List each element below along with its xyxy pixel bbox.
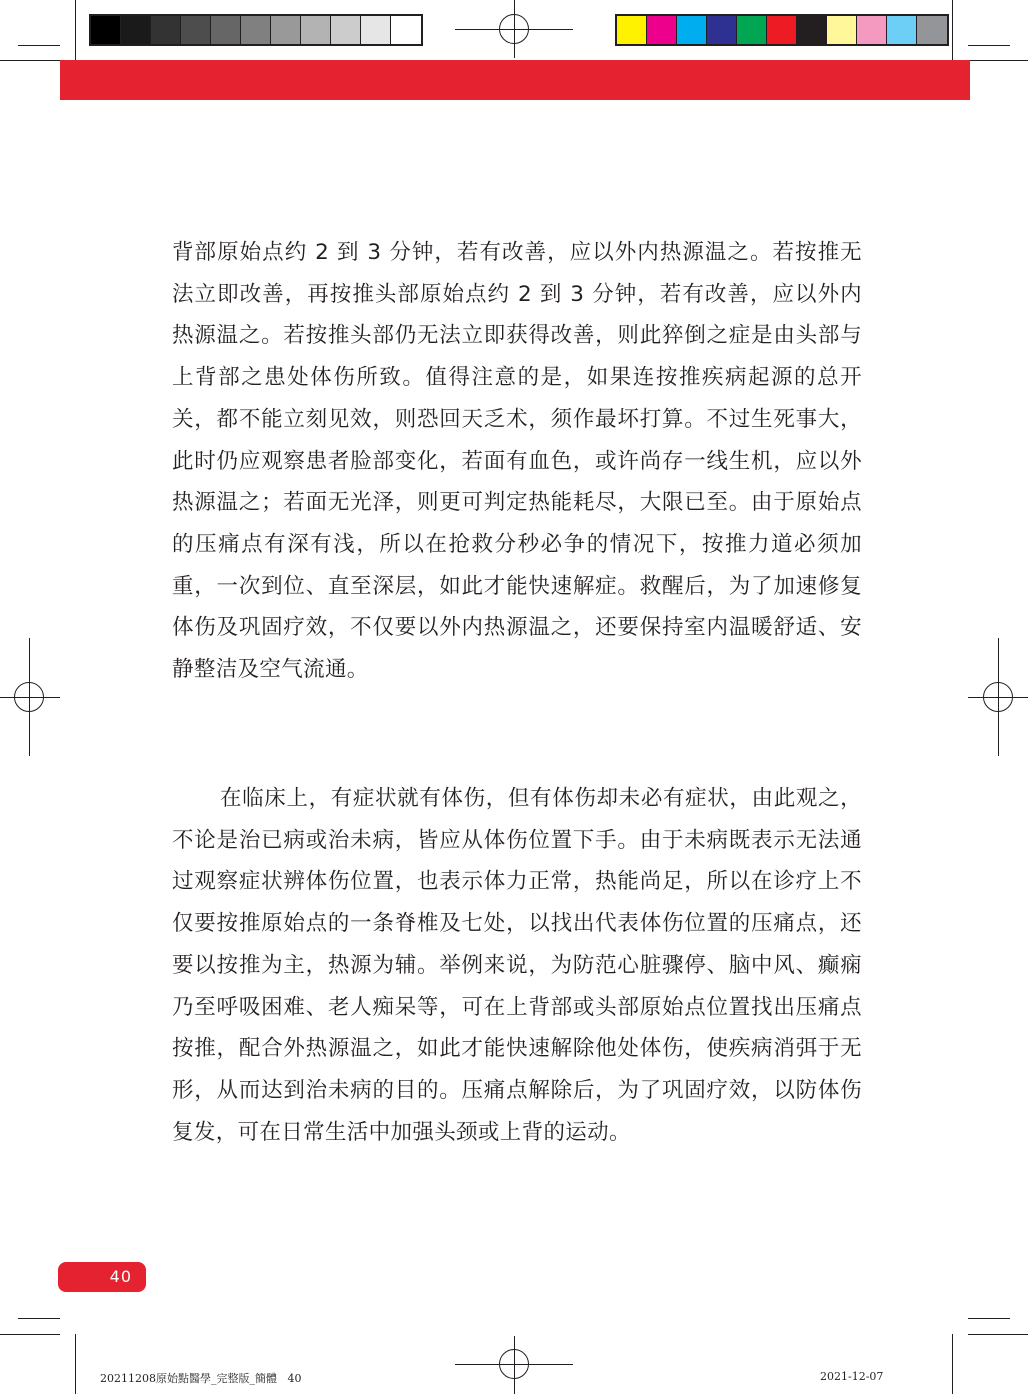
color-swatch: [887, 16, 917, 44]
crop-mark: [968, 1318, 1010, 1319]
color-swatch: [271, 16, 301, 44]
color-swatch: [617, 16, 647, 44]
color-swatch: [301, 16, 331, 44]
color-swatch: [857, 16, 887, 44]
paragraph-1: 背部原始点约 2 到 3 分钟，若有改善，应以外内热源温之。若按推无法立即改善，再按推头部原始点约 2 到 3 分钟，若有改善，应以外内热源温之。若按推头部仍无法立即获得改善，则此猝倒之症是由头部与上背部之患处体伤所致。值得注意的是，如果连按推疾病起源的总开关，都不能立刻见效，则恐回天乏术，须作最坏打算。不过生死事大，此时仍应观察患者脸部变化，若面有血色，或许尚存一线生机，应以外热源温之；若面无光泽，则更可判定热能耗尽，大限已至。由于原始点的压痛点有深有浅，所以在抢救分秒必争的情况下，按推力道必须加重，一次到位、直至深层，如此才能快速解症。救醒后，为了加速修复体伤及巩固疗效，不仅要以外内热源温之，还要保持室内温暖舒适、安静整洁及空气流通。: [172, 240, 862, 683]
footer-file-label: 20211208原始點醫學_完整版_簡體 40: [100, 1372, 302, 1385]
crop-mark: [75, 1334, 76, 1394]
registration-target-icon: [499, 14, 529, 44]
header-band: [60, 60, 970, 100]
grayscale-color-bar: [89, 14, 423, 46]
crop-mark: [18, 1318, 60, 1319]
page-number: 40: [58, 1262, 146, 1292]
color-swatch: [181, 16, 211, 44]
color-swatch: [797, 16, 827, 44]
color-swatch: [241, 16, 271, 44]
crop-mark: [0, 1334, 60, 1335]
crop-mark: [952, 0, 953, 60]
color-swatch: [677, 16, 707, 44]
crop-mark: [0, 60, 60, 61]
color-swatch: [827, 16, 857, 44]
color-swatch: [391, 16, 421, 44]
registration-target-icon: [983, 682, 1013, 712]
registration-target-icon: [499, 1349, 529, 1379]
color-swatch: [211, 16, 241, 44]
footer-date: 2021-12-07: [820, 1370, 884, 1383]
color-swatch: [647, 16, 677, 44]
color-swatch: [361, 16, 391, 44]
crop-mark: [968, 45, 1010, 46]
crop-mark: [968, 60, 1028, 61]
color-swatch: [91, 16, 121, 44]
crop-mark: [968, 1334, 1028, 1335]
color-swatch: [767, 16, 797, 44]
color-swatch: [121, 16, 151, 44]
crop-mark: [952, 1334, 953, 1394]
color-swatch: [707, 16, 737, 44]
registration-target-icon: [14, 682, 44, 712]
color-swatch: [737, 16, 767, 44]
color-swatch: [151, 16, 181, 44]
crop-mark: [75, 0, 76, 60]
color-swatch: [917, 16, 947, 44]
process-color-bar: [615, 14, 949, 46]
color-swatch: [331, 16, 361, 44]
paragraph-2: 在临床上，有症状就有体伤，但有体伤却未必有症状，由此观之，不论是治已病或治未病，皆应从体伤位置下手。由于未病既表示无法通过观察症状辨体伤位置，也表示体力正常，热能尚足，所以在诊疗上不仅要按推原始点的一条脊椎及七处，以找出代表体伤位置的压痛点，还要以按推为主，热源为辅。举例来说，为防范心脏骤停、脑中风、癫痫乃至呼吸困难、老人痴呆等，可在上背部或头部原始点位置找出压痛点按推，配合外热源温之，如此才能快速解除他处体伤，使疾病消弭于无形，从而达到治未病的目的。压痛点解除后，为了巩固疗效，以防体伤复发，可在日常生活中加强头颈或上背的运动。: [172, 786, 862, 1145]
crop-mark: [18, 45, 60, 46]
